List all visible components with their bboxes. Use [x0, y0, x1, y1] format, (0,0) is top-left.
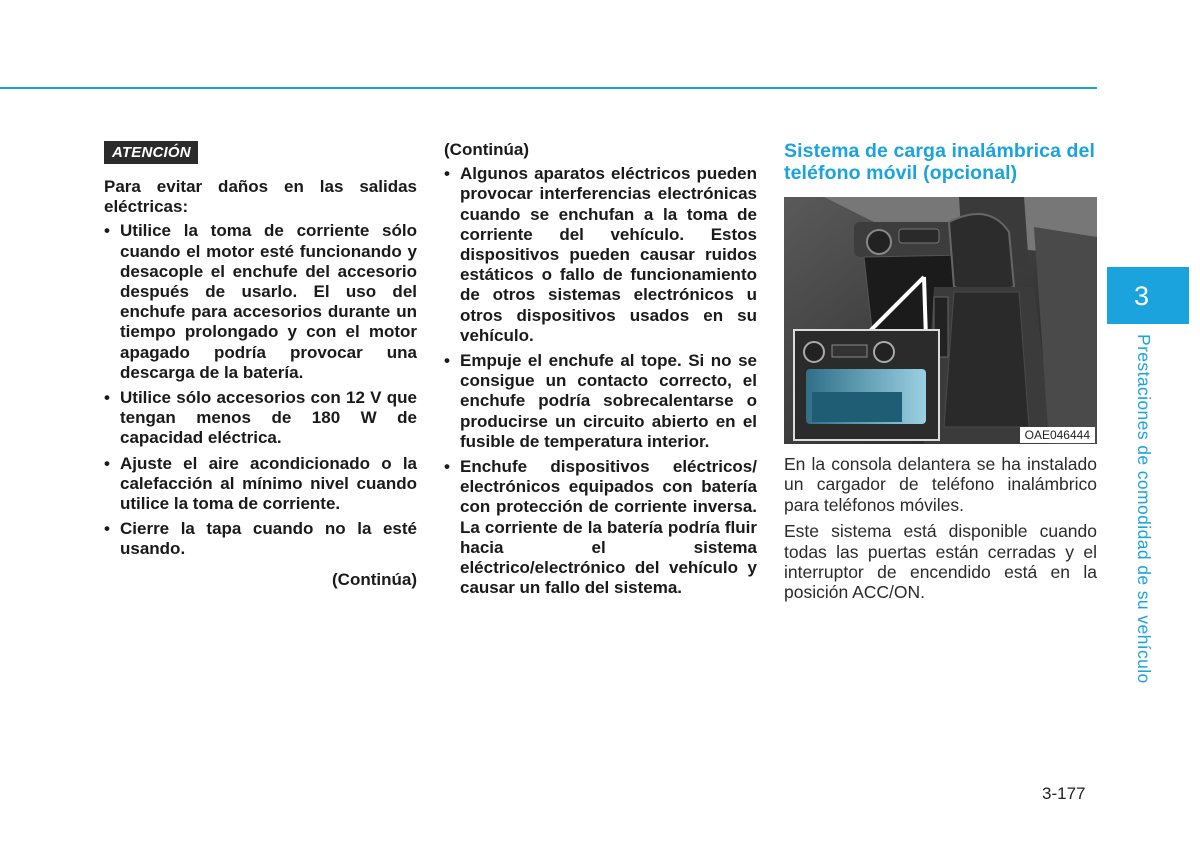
caution-label: ATENCIÓN	[104, 141, 198, 164]
caution-intro: Para evitar daños en las salidas eléctricas:	[104, 177, 417, 217]
wireless-charging-section	[784, 140, 1097, 603]
console-photo	[784, 197, 1097, 444]
continued-label: (Continúa)	[444, 140, 529, 159]
image-code: OAE046444	[1020, 427, 1095, 443]
chapter-tab	[1107, 267, 1189, 324]
caution-column	[104, 140, 417, 590]
console-illustration	[784, 197, 1097, 444]
list-item: • Utilice la toma de corriente sólo cuando el motor esté funcionando y desacople el enchufe del accesorio después de usarlo. El uso del enchufe para accesorios durante un tiempo prolongado y con el motor apagado podría provocar una descarga de la batería.	[104, 221, 417, 383]
chapter-number: 3	[1134, 281, 1150, 311]
list-item: • Enchufe dispositivos eléctricos/ electrónicos equipados con batería con protección de corriente inversa. La corriente de la batería podría fluir hacia el sistema eléctrico/electrónico del vehículo y causar un fallo del sistema.	[444, 457, 757, 598]
chapter-title: Prestaciones de comodidad de su vehículo	[1134, 334, 1154, 684]
list-item: • Empuje el enchufe al tope. Si no se consigue un contacto correcto, el enchufe podría sobrecalentarse o producirse un circuito abierto en el fusible de temperatura interior.	[444, 351, 757, 452]
top-rule	[0, 87, 1097, 89]
section-paragraph: En la consola delantera se ha instalado un cargador de teléfono inalámbrico para teléfonos móviles.	[784, 454, 1097, 515]
section-paragraph: Este sistema está disponible cuando todas las puertas están cerradas y el interruptor de encendido está en la posición ACC/ON.	[784, 521, 1097, 603]
continues-label: (Continúa)	[332, 569, 417, 589]
caution-list	[104, 221, 417, 559]
list-item: • Ajuste el aire acondicionado o la calefacción al mínimo nivel cuando utilice la toma de corriente.	[104, 454, 417, 515]
page-number: 3-177	[1042, 784, 1086, 803]
caution-list-continued	[444, 164, 757, 598]
section-title: Sistema de carga inalámbrica del teléfono móvil (opcional)	[784, 140, 1096, 184]
list-item: • Cierre la tapa cuando no la esté usando.	[104, 519, 417, 559]
list-item: • Algunos aparatos eléctricos pueden provocar interferencias electrónicas cuando se enchufan a la toma de corriente del vehículo. Estos dispositivos pueden causar ruidos estáticos o fallo de funcionamiento de otros sistemas electrónicos u otros dispositivos usados en su vehículo.	[444, 164, 757, 346]
list-item: • Utilice sólo accesorios con 12 V que tengan menos de 180 W de capacidad eléctrica.	[104, 388, 417, 449]
caution-continued-column	[444, 140, 757, 603]
